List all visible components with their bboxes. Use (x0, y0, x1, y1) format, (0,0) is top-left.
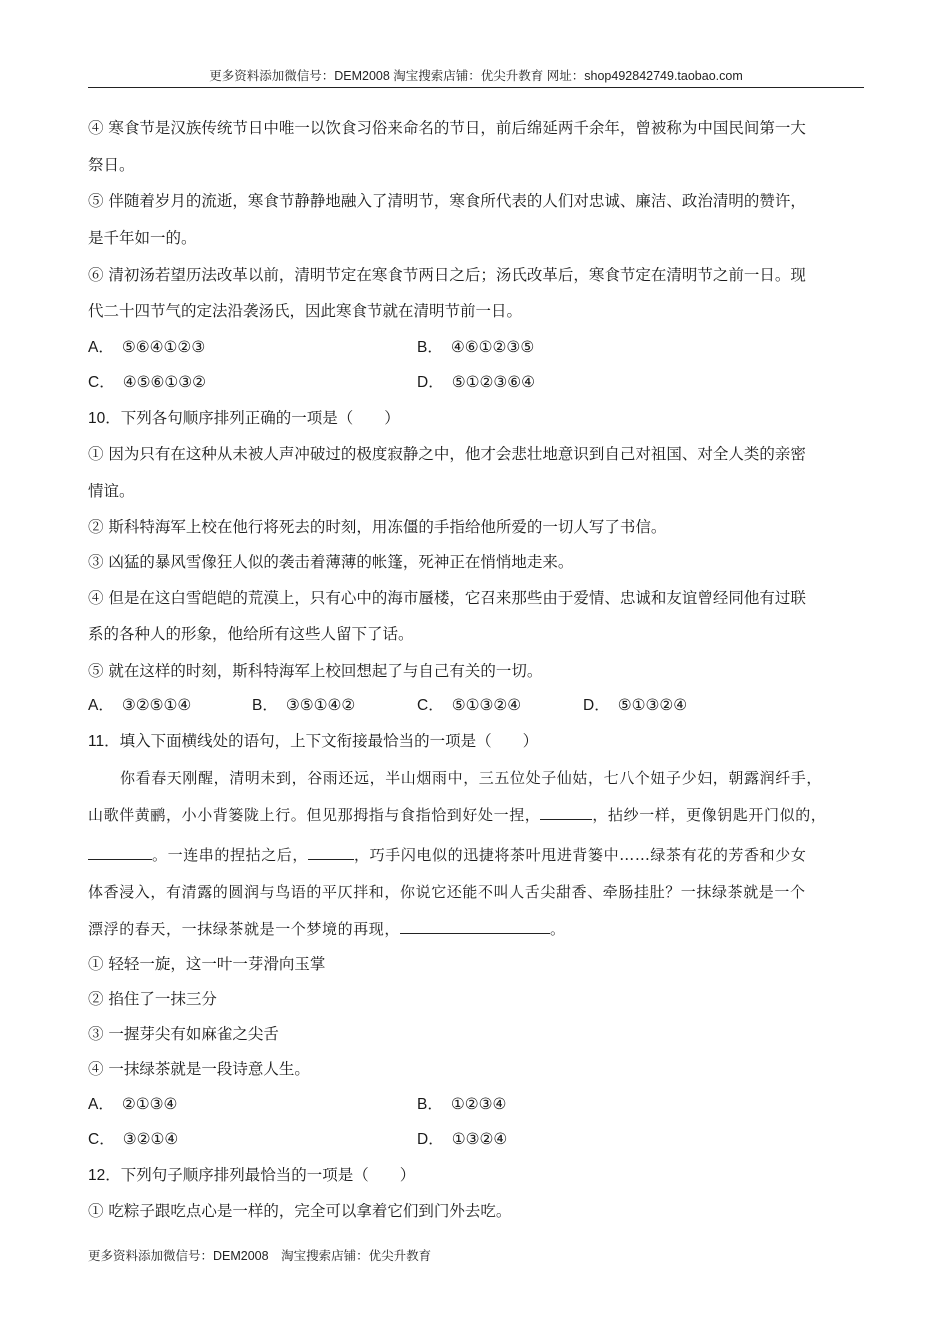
q11-option-b[interactable]: B． ①②③④ (417, 1095, 507, 1113)
q11-passage-line3: 。一连串的捏拈之后， ，巧手闪电似的迅捷将茶叶甩进背篓中……绿茶有花的芳香和少女 (88, 845, 806, 865)
q11-passage-line5: 漂浮的春天，一抹绿茶就是一个梦境的再现， 。 (88, 920, 566, 938)
q10-option-a[interactable]: A． ③②⑤①④ (88, 696, 192, 714)
q9-option-a[interactable]: A． ⑤⑥④①②③ (88, 338, 206, 356)
q12-stem: 12．下列句子顺序排列最恰当的一项是（ ） (88, 1166, 416, 1184)
q11-sentence-1: ① 轻轻一旋，这一叶一芽滑向玉掌 (88, 955, 326, 973)
q9-option-d[interactable]: D． ⑤①②③⑥④ (417, 373, 536, 391)
q9-sentence-4-line2: 祭日。 (88, 156, 135, 174)
q10-option-b[interactable]: B． ③⑤①④② (252, 696, 356, 714)
q11-option-a[interactable]: A． ②①③④ (88, 1095, 178, 1113)
q9-sentence-6-line1: ⑥ 清初汤若望历法改革以前，清明节定在寒食节两日之后；汤氏改革后，寒食节定在清明节之前一日。现 (88, 266, 806, 284)
header-divider (88, 87, 864, 88)
q10-sentence-4-line1: ④ 但是在这白雪皑皑的荒漠上，只有心中的海市蜃楼，它召来那些由于爱情、忠诚和友谊曾经同他有过联 (88, 589, 806, 607)
q10-option-d[interactable]: D． ⑤①③②④ (583, 696, 688, 714)
q10-sentence-5: ⑤ 就在这样的时刻，斯科特海军上校回想起了与自己有关的一切。 (88, 662, 543, 680)
q11-sentence-3: ③ 一握芽尖有如麻雀之尖舌 (88, 1025, 279, 1043)
q9-sentence-4-line1: ④ 寒食节是汉族传统节日中唯一以饮食习俗来命名的节日，前后绵延两千余年，曾被称为中国民间第一大 (88, 119, 806, 137)
q11-blank-1[interactable] (540, 805, 592, 820)
q11-passage-line1: 你看春天刚醒，清明未到，谷雨还远，半山烟雨中，三五位处子仙姑，七八个妞子少妇，朝露润纤手， (120, 769, 823, 787)
q11-sentence-2: ② 掐住了一抹三分 (88, 990, 217, 1008)
q10-sentence-1-line2: 情谊。 (88, 482, 135, 500)
q9-sentence-5-line2: 是千年如一的。 (88, 229, 197, 247)
q11-sentence-4: ④ 一抹绿茶就是一段诗意人生。 (88, 1060, 310, 1078)
q10-sentence-4-line2: 系的各种人的形象，他给所有这些人留下了话。 (88, 625, 414, 643)
q9-option-b[interactable]: B． ④⑥①②③⑤ (417, 338, 535, 356)
q11-blank-3[interactable] (308, 845, 354, 860)
page-footer: 更多资料添加微信号：DEM2008 淘宝搜索店铺：优尖升教育 (88, 1249, 432, 1263)
q11-blank-4[interactable] (400, 919, 550, 934)
page-header: 更多资料添加微信号：DEM2008 淘宝搜索店铺：优尖升教育 网址：shop492842749.taobao.com (209, 69, 743, 83)
q11-stem: 11．填入下面横线处的语句，上下文衔接最恰当的一项是（ ） (88, 732, 539, 750)
q9-option-c[interactable]: C． ④⑤⑥①③② (88, 373, 207, 391)
q10-sentence-1-line1: ① 因为只有在这种从未被人声冲破过的极度寂静之中，他才会悲壮地意识到自己对祖国、对全人类的亲密 (88, 445, 806, 463)
q11-passage-line4: 体香浸入，有清露的圆润与鸟语的平仄拌和，你说它还能不叫人舌尖甜香、牵肠挂肚？一抹绿茶就是一个 (88, 883, 806, 901)
q11-passage-line2: 山歌伴黄鹂，小小背篓陇上行。但见那拇指与食指恰到好处一捏， ，拈纱一样，更像钥匙开门似的， (88, 806, 827, 824)
q11-option-c[interactable]: C． ③②①④ (88, 1130, 179, 1148)
q10-sentence-2: ② 斯科特海军上校在他行将死去的时刻，用冻僵的手指给他所爱的一切人写了书信。 (88, 518, 667, 536)
q11-option-d[interactable]: D． ①③②④ (417, 1130, 508, 1148)
q12-sentence-1: ① 吃粽子跟吃点心是一样的，完全可以拿着它们到门外去吃。 (88, 1202, 512, 1220)
q9-sentence-5-line1: ⑤ 伴随着岁月的流逝，寒食节静静地融入了清明节，寒食所代表的人们对忠诚、廉洁、政治清明的赞许， (88, 192, 806, 210)
q10-option-c[interactable]: C． ⑤①③②④ (417, 696, 522, 714)
q10-sentence-3: ③ 凶猛的暴风雪像狂人似的袭击着薄薄的帐篷，死神正在悄悄地走来。 (88, 553, 574, 571)
q11-blank-2[interactable] (88, 845, 152, 860)
q10-stem: 10．下列各句顺序排列正确的一项是（ ） (88, 409, 400, 427)
q9-sentence-6-line2: 代二十四节气的定法沿袭汤氏，因此寒食节就在清明节前一日。 (88, 302, 523, 320)
